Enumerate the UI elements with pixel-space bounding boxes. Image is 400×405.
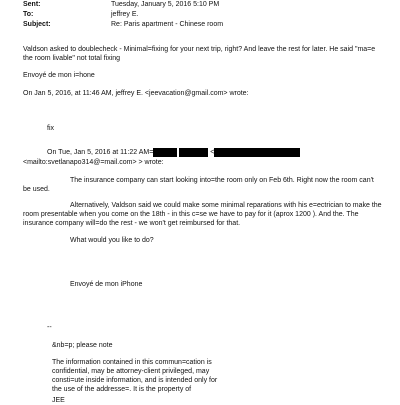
redaction-box bbox=[153, 148, 177, 157]
quote-header-2-prefix: On Tue, Jan 5, 2016 at 11:22 AM= bbox=[47, 149, 154, 156]
quote-header-1: On Jan 5, 2016, at 11:46 AM, jeffrey E. <jeevacation@gmail.com> wrote: bbox=[23, 90, 249, 97]
body-paragraph-1: Valdson asked to doublecheck - Minimal=fixing for your next trip, right? And leave the rest for later. He said "ma=e the room livable" not total fixing bbox=[23, 46, 376, 62]
to-label: To: bbox=[23, 11, 34, 18]
disclaimer: The information contained in this commun=cation is confidential, may be attorney-client privileged, may consti=ute inside information, and is intended only for the use of the addresse=. It is the property of bbox=[52, 359, 218, 393]
subject-label: Subject: bbox=[23, 21, 51, 28]
body-paragraph-2: The insurance company can start looking into=the room only on Feb 6th. Right now the room can't be used. bbox=[23, 177, 374, 193]
signature-2: Envoyé de mon iPhone bbox=[70, 281, 143, 288]
redaction-box bbox=[179, 148, 208, 157]
note-line: &nb=p; please note bbox=[52, 342, 113, 349]
jee-text: JEE bbox=[52, 397, 65, 404]
signature-1: Envoyé de mon i=hone bbox=[23, 72, 95, 79]
body-paragraph-3: Alternatively, Valdson said we could make some minimal reparations with his e=ectrician to make the room presentable when you come on the 18th - in this c=se we have to pay for it (aprox 1200 ). And the. The insurance company will=do the rest - we won't get reimbursed for that. bbox=[23, 202, 382, 227]
sent-value: Tuesday, January 5, 2016 5:10 PM bbox=[111, 1, 220, 8]
sent-label: Sent: bbox=[23, 1, 41, 8]
quote-header-2 bbox=[47, 148, 300, 157]
body-paragraph-4: What would you like to do? bbox=[70, 237, 154, 244]
subject-value: Re: Paris apartment - Chinese room bbox=[111, 21, 224, 28]
to-value: jeffrey E. bbox=[111, 11, 139, 18]
quote-header-2-lt: < bbox=[210, 149, 215, 156]
quote-mailto: <mailto:svetlanapo314@=mail.com> > wrote: bbox=[23, 159, 164, 166]
fix-text: fix bbox=[47, 125, 54, 132]
dashes: -- bbox=[47, 324, 52, 331]
redaction-box bbox=[214, 148, 300, 157]
